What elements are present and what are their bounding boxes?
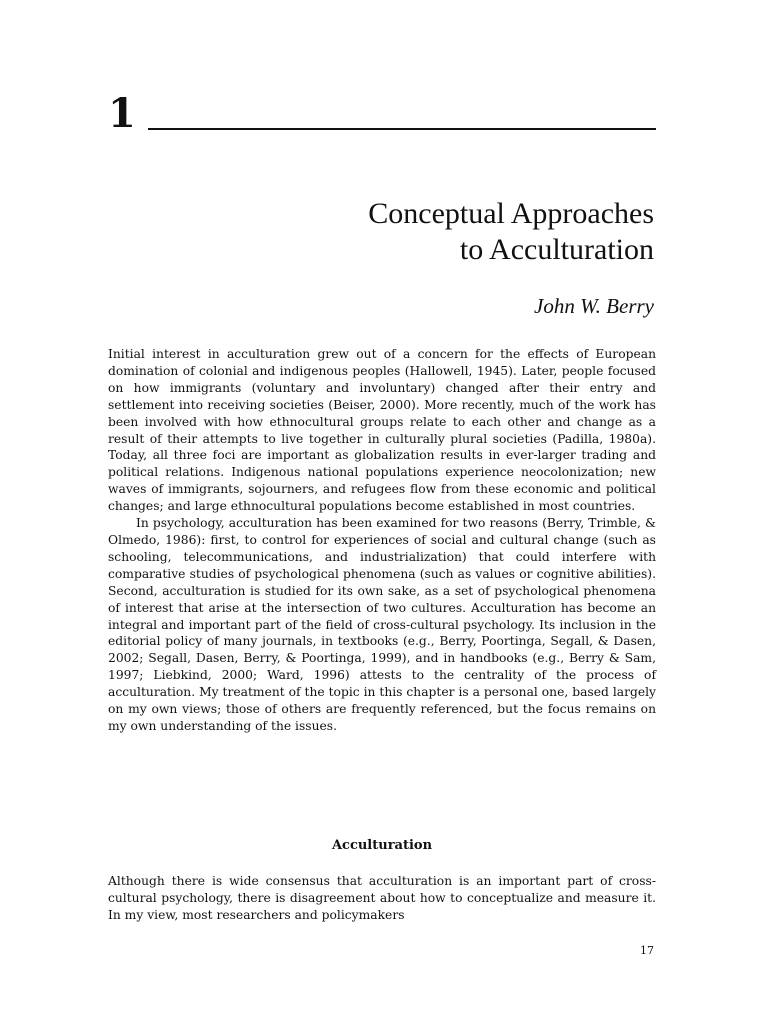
chapter-number: 1 — [108, 90, 136, 137]
paragraph-2: In psychology, acculturation has been examined for two reasons (Berry, Trimble, & Olmedo, 1986): first, to control for experiences of social and cultural change (such as schooling, telecommunications, and industrialization) that could interfere with comparative studies of psychological phenomena (such as values or cognitive abilities). Second, acculturation is studied for its own sake, as a set of psychological phenomena of interest that arise at the intersection of two cultures. Acculturation has become an integral and important part of the field of cross-cultural psychology. Its inclusion in the editorial policy of many journals, in textbooks (e.g., Berry, Poortinga, Segall, & Dasen, 2002; Segall, Dasen, Berry, & Poortinga, 1999), and in handbooks (e.g., Berry & Sam, 1997; Liebkind, 2000; Ward, 1996) attests to the centrality of the process of acculturation. My treatment of the topic in this chapter is a personal one, based largely on my own views; those of others are frequently referenced, but the focus remains on my own understanding of the issues. — [108, 516, 656, 733]
chapter-title-line-2: to Acculturation — [459, 233, 654, 266]
page-number: 17 — [640, 944, 654, 957]
section-heading: Acculturation — [331, 838, 433, 853]
chapter-title — [368, 196, 654, 268]
paragraph-1: Initial interest in acculturation grew out of a concern for the effects of European domination of colonial and indigenous peoples (Hallowell, 1945). Later, people focused on how immigrants (voluntary and involuntary) changed after their entry and settlement into receiving societies (Beiser, 2000). More recently, much of the work has been involved with how ethnocultural groups relate to each other and change as a result of their attempts to live together in culturally plural societies (Padilla, 1980a). Today, all three foci are important as globalization results in ever-larger trading and political relations. Indigenous national populations experience neocolonization; new waves of immigrants, sojourners, and refugees flow from these economic and political changes; and large ethnocultural populations become established in most countries. — [108, 347, 656, 514]
section-text — [108, 873, 656, 924]
section-paragraph: Although there is wide consensus that acculturation is an important part of cross-cultural psychology, there is disagreement about how to conceptualize and measure it. In my view, most researchers and policymakers — [108, 874, 656, 922]
author-name: John W. Berry — [534, 294, 654, 318]
chapter-rule — [148, 128, 656, 130]
intro-text — [108, 346, 656, 735]
chapter-title-line-1: Conceptual Approaches — [368, 197, 654, 230]
